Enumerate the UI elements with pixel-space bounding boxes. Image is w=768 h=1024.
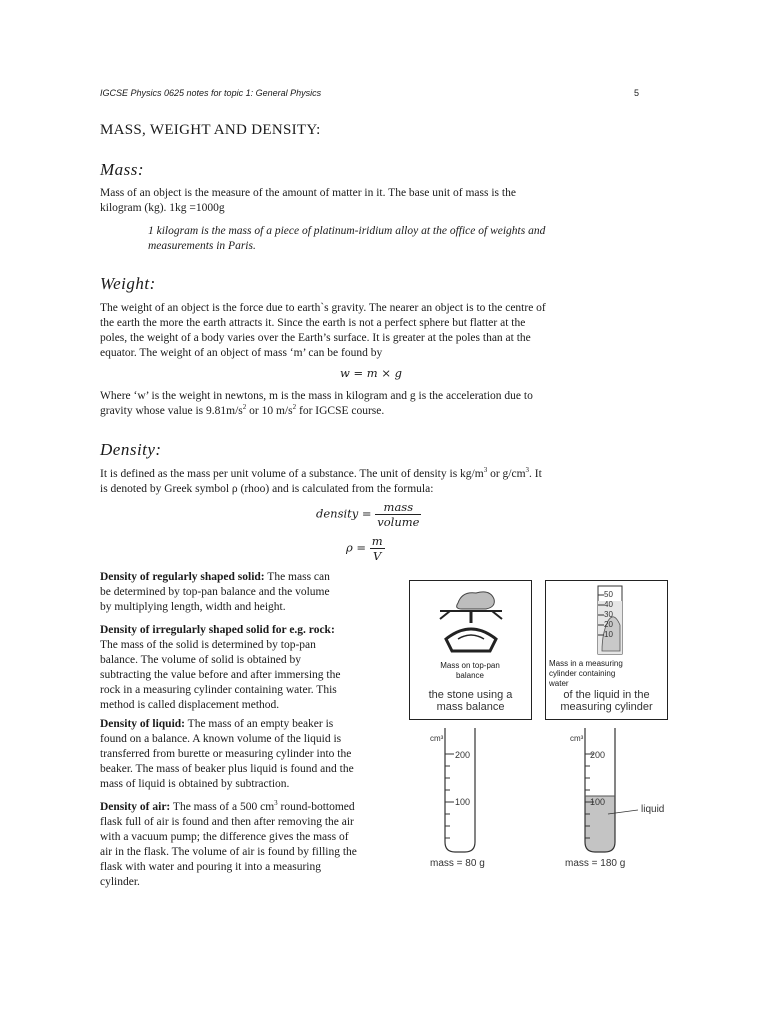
cylinder-label: Mass in a measuring cylinder containing water [549, 659, 663, 689]
empty-cylinder-mass: mass = 80 g [430, 858, 485, 869]
density-formula-words: density = $\frac{\text{mass}}{\text{volume}}$ [316, 500, 420, 529]
weight-line-6: gravity whose value is $9.81m/s^2$ or 10 $m/s^2$ for IGCSE course. [100, 403, 385, 417]
mass-quote-2: measurements in Paris. [148, 240, 256, 252]
page-number: 5 [634, 88, 640, 98]
mass-quote-1: 1 kilogram is the mass of a piece of platinum-iridium alloy at the office of weights and [148, 225, 546, 237]
cylinder-figure [545, 580, 668, 720]
empty-cylinder-100: 100 [455, 797, 471, 807]
weight-line-3: poles, the weight of a body varies over the Earth’s surface. It is greater at the poles than at the [100, 332, 531, 344]
liquid-cylinder-illustration [560, 726, 670, 856]
liquid-cylinder-unit: cm³ [570, 734, 584, 743]
balance-label: Mass on top-pan balance [413, 661, 527, 681]
density-formula-symbols: ρ = $\frac{m}{V}$ [346, 534, 383, 563]
empty-cylinder-200: 200 [455, 750, 471, 760]
cylinder-scale: 50 40 30 20 10 [604, 590, 613, 639]
mass-line-1: Mass of an object is the measure of the amount of matter in it. The base unit of mass is the [100, 187, 516, 199]
density-line-1: It is defined as the mass per unit volume of a substance. The unit of density is $kg/m^3$ or $g/cm^3$. It [100, 466, 542, 480]
weight-formula: w = m × g [340, 366, 403, 380]
mass-line-2: kilogram (kg). 1kg =1000g [100, 202, 225, 214]
balance-caption: the stone using a mass balance [428, 689, 513, 713]
irregular-solid-paragraph: Density of irregularly shaped solid for e.g. rock: The mass of the solid is determined by top-pan balance. The volume of solid is obtained by subtracting the value before and after immersing the rock in a measuring cylinder containing water. This method is called displacement method. [100, 624, 341, 711]
liquid-cylinder-200: 200 [590, 750, 606, 760]
liquid-cylinder-100: 100 [590, 797, 606, 807]
empty-cylinder-unit: cm³ [430, 734, 444, 743]
density-heading: Density: [100, 440, 162, 459]
page-title: MASS, WEIGHT AND DENSITY: [100, 122, 321, 138]
empty-cylinder-illustration [420, 726, 530, 856]
regular-solid-paragraph: Density of regularly shaped solid: The mass can be determined by top-pan balance and the volume by multiplying length, width and height. [100, 571, 330, 613]
weight-heading: Weight: [100, 274, 156, 293]
density-line-2: is denoted by Greek symbol ρ (rhoo) and is calculated from the formula: [100, 483, 434, 495]
weight-line-1: The weight of an object is the force due to earth`s gravity. The nearer an object is to the centre of [100, 302, 546, 314]
mass-heading: Mass: [100, 160, 145, 179]
running-header: IGCSE Physics 0625 notes for topic 1: General Physics [100, 88, 322, 98]
weight-line-5: Where ‘w’ is the weight in newtons, m is the mass in kilogram and g is the acceleration due to [100, 390, 533, 402]
liquid-paragraph: Density of liquid: The mass of an empty beaker is found on a balance. A known volume of the liquid is transferred from burette or measuring cylinder into the beaker. The mass of beaker plus liquid is found and the mass of liquid is obtained by subtraction. [100, 718, 354, 790]
balance-figure [409, 580, 532, 720]
liquid-cylinder-mass: mass = 180 g [565, 858, 626, 869]
weight-line-4: equator. The weight of an object of mass ‘m’ can be found by [100, 347, 383, 359]
cylinder-caption: of the liquid in the measuring cylinder [560, 689, 653, 713]
liquid-label: liquid [641, 804, 665, 815]
air-paragraph: Density of air: The mass of a 500 $cm^3$ round-bottomed flask full of air is found and then after removing the air with a vacuum pump; the difference gives the mass of air in the flask. The volume of air is found by filling the flask with water and pouring it into a measuring cylinder. [100, 799, 357, 888]
weight-line-2: the earth the more the earth attracts it. Since the earth is not a perfect sphere but flatter at the [100, 317, 526, 329]
